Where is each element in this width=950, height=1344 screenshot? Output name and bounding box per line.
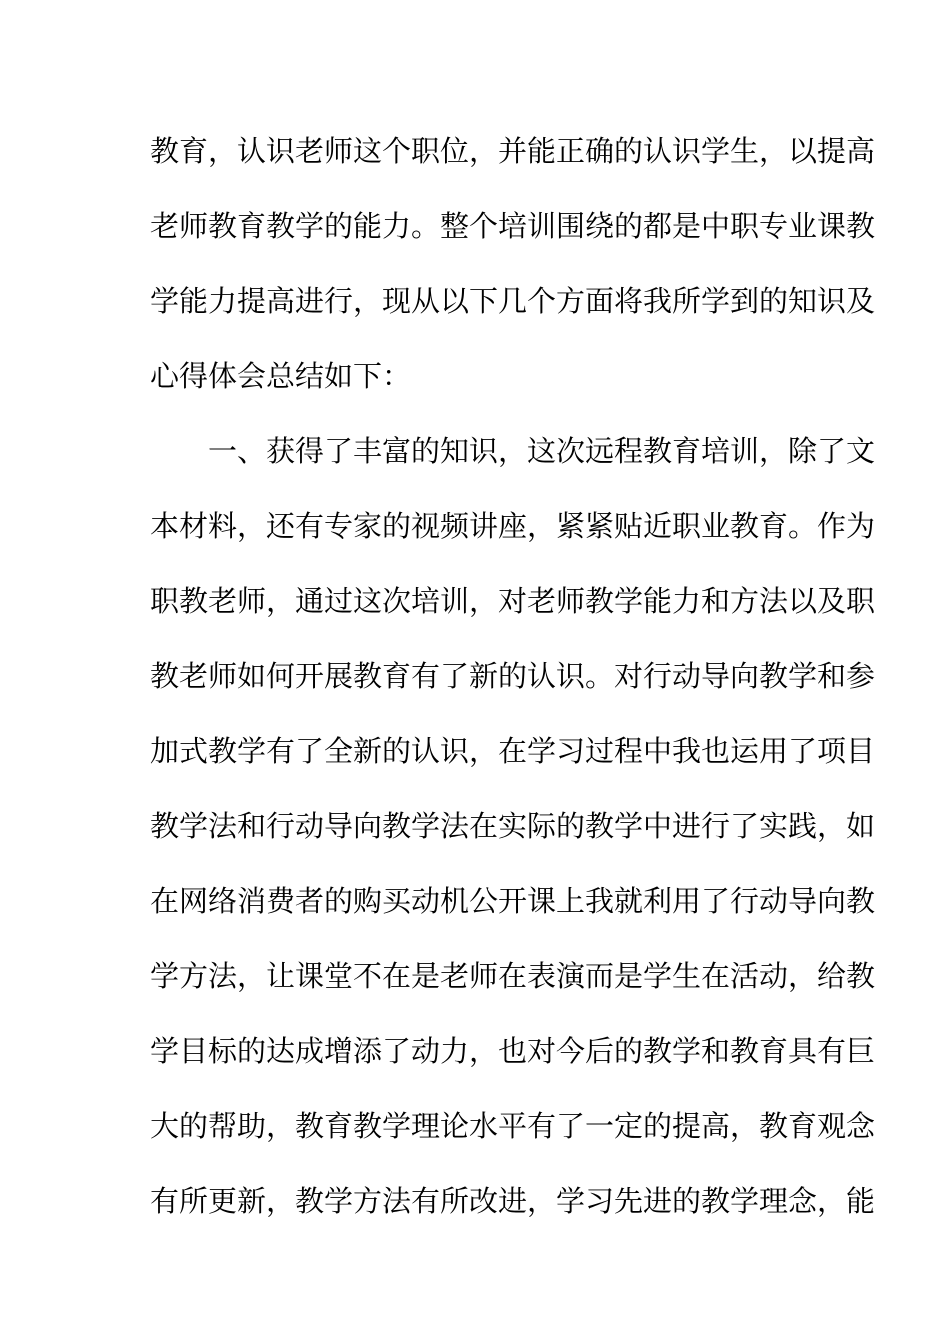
text-line: 职教老师，通过这次培训，对老师教学能力和方法以及职 (150, 584, 876, 618)
text-line: 有所更新，教学方法有所改进，学习先进的教学理念，能 (150, 1184, 876, 1218)
text-line: 教学法和行动导向教学法在实际的教学中进行了实践，如 (150, 809, 876, 843)
text-line: 心得体会总结如下： (150, 359, 412, 393)
text-line: 本材料，还有专家的视频讲座，紧紧贴近职业教育。作为 (150, 509, 876, 543)
text-line: 大的帮助，教育教学理论水平有了一定的提高，教育观念 (150, 1109, 876, 1143)
text-line: 学能力提高进行，现从以下几个方面将我所学到的知识及 (150, 284, 876, 318)
text-line: 学目标的达成增添了动力，也对今后的教学和教育具有巨 (150, 1034, 876, 1068)
text-line: 老师教育教学的能力。整个培训围绕的都是中职专业课教 (150, 209, 876, 243)
body-text (150, 114, 876, 1239)
text-line: 学方法，让课堂不在是老师在表演而是学生在活动，给教 (150, 959, 876, 993)
text-line: 一、获得了丰富的知识，这次远程教育培训，除了文 (150, 434, 876, 468)
text-line: 教老师如何开展教育有了新的认识。对行动导向教学和参 (150, 659, 876, 693)
text-line: 加式教学有了全新的认识，在学习过程中我也运用了项目 (150, 734, 876, 768)
text-line: 在网络消费者的购买动机公开课上我就利用了行动导向教 (150, 884, 876, 918)
text-line: 教育，认识老师这个职位，并能正确的认识学生，以提高 (150, 134, 876, 168)
